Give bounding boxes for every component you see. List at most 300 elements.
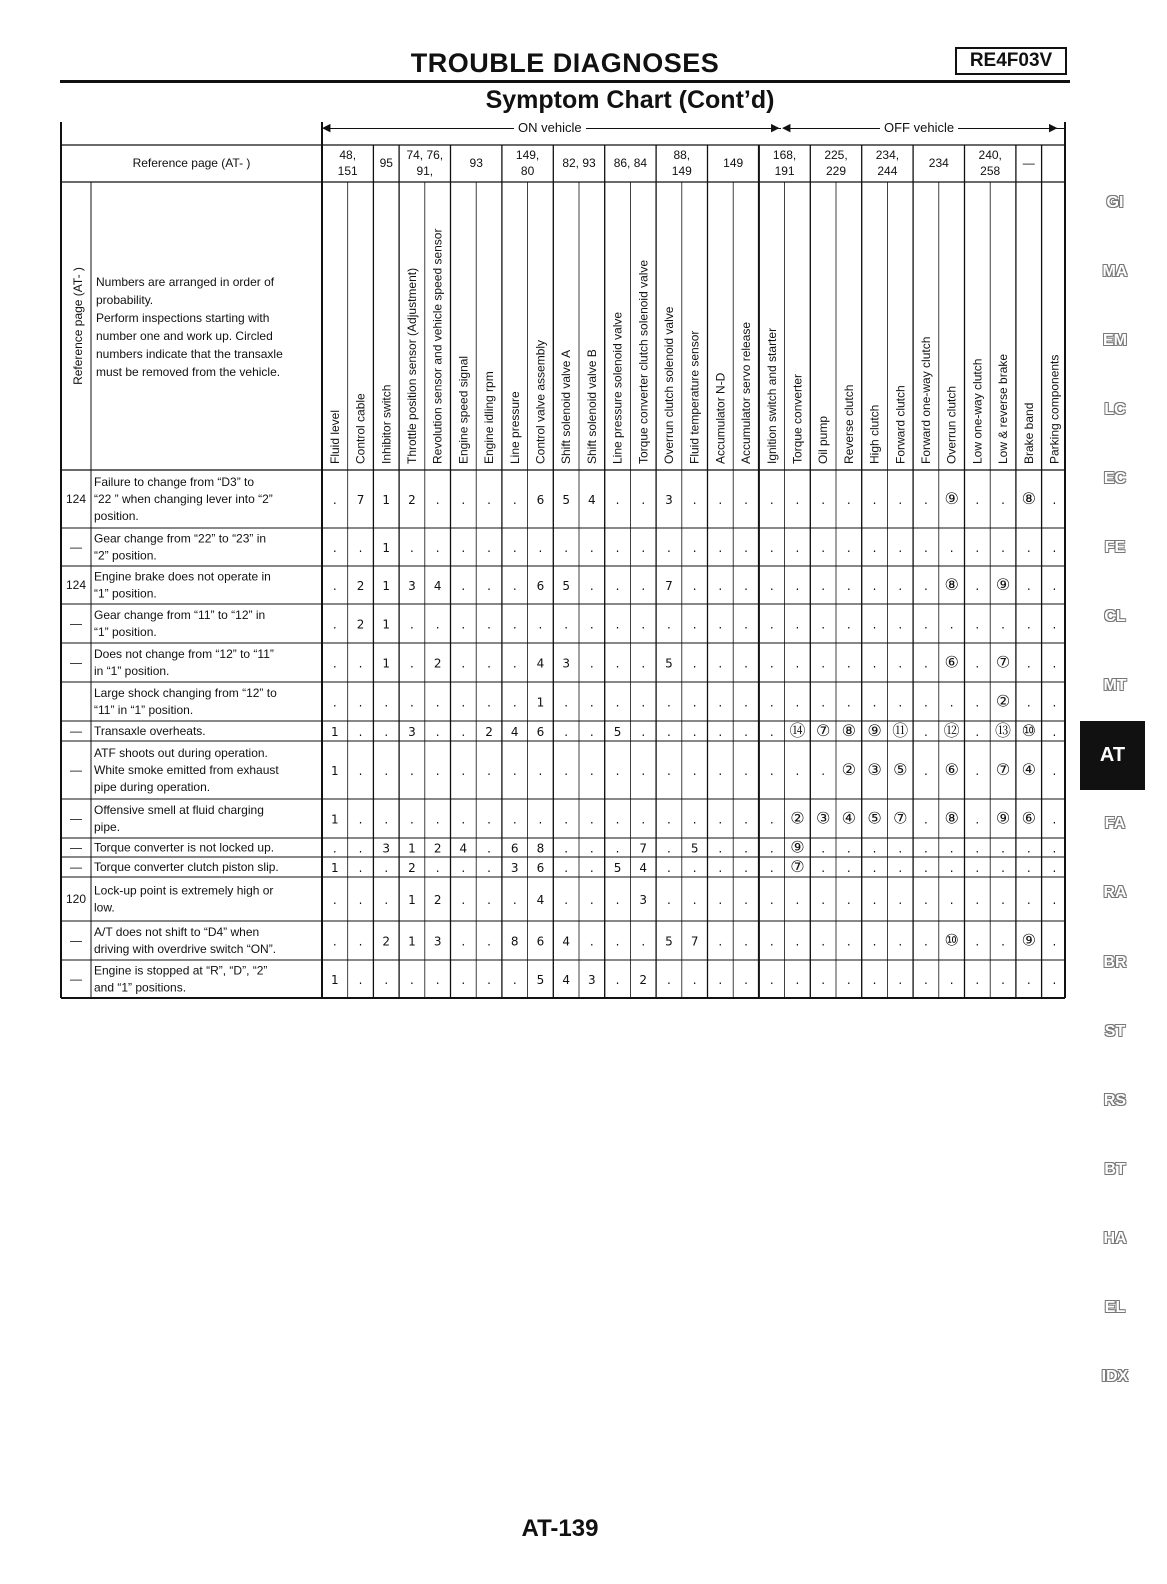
row-symptom-text: White smoke emitted from exhaust xyxy=(94,763,279,777)
row-symptom-text: “1” position. xyxy=(94,586,157,601)
row-value: . xyxy=(821,893,826,907)
row-value: . xyxy=(692,695,697,710)
ref-page-value: 244 xyxy=(877,164,898,178)
row-symptom-text: Torque converter clutch piston slip. xyxy=(94,860,279,874)
ref-page-value: 168, xyxy=(772,148,797,162)
row-value: . xyxy=(692,725,697,739)
row-value: . xyxy=(821,695,826,710)
row-value: . xyxy=(846,695,851,710)
row-value: . xyxy=(924,973,928,987)
row-value: . xyxy=(512,579,517,593)
row-value: . xyxy=(718,725,723,739)
row-value: . xyxy=(615,841,620,856)
row-value: . xyxy=(898,541,903,555)
row-value: . xyxy=(487,579,491,593)
row-ref-page: — xyxy=(70,540,82,554)
row-value: 4 xyxy=(562,973,570,987)
row-value: . xyxy=(384,893,389,907)
row-value: . xyxy=(975,695,980,710)
row-symptom-text: and “1” positions. xyxy=(94,980,187,995)
section-tab-ec[interactable]: EC xyxy=(1103,469,1127,487)
row-value: . xyxy=(872,973,877,987)
row-value: . xyxy=(769,725,774,739)
row-value: . xyxy=(795,656,800,671)
circled-value: ③ xyxy=(867,760,882,779)
row-value: . xyxy=(332,695,337,710)
row-value: . xyxy=(589,764,594,778)
column-header: Shift solenoid valve B xyxy=(584,349,599,464)
row-value: . xyxy=(1026,973,1031,987)
circled-value: ⑦ xyxy=(995,760,1011,779)
ref-page-value: 95 xyxy=(379,156,393,170)
row-value: . xyxy=(975,617,980,632)
row-value: . xyxy=(410,617,414,632)
section-tab-idx[interactable]: IDX xyxy=(1101,1368,1129,1386)
instruction-line: probability. xyxy=(96,293,154,307)
instruction-line: numbers indicate that the transaxle xyxy=(96,347,283,361)
row-value: . xyxy=(641,934,646,949)
row-value: . xyxy=(410,764,414,778)
row-value: 3 xyxy=(639,893,648,907)
circled-value: ⑥ xyxy=(944,652,959,672)
row-symptom-text: Lock-up point is extremely high or xyxy=(94,883,274,898)
row-value: 7 xyxy=(690,934,699,949)
row-value: . xyxy=(1052,841,1057,856)
row-value: . xyxy=(1001,617,1005,632)
row-value: . xyxy=(1052,656,1057,671)
row-value: 3 xyxy=(408,725,416,739)
section-tab-ma[interactable]: MA xyxy=(1102,262,1128,280)
row-value: . xyxy=(898,841,903,856)
row-value: . xyxy=(615,695,620,710)
row-value: . xyxy=(949,695,954,710)
row-value: . xyxy=(1001,934,1005,949)
row-value: . xyxy=(538,812,543,827)
row-value: . xyxy=(641,493,646,507)
row-value: . xyxy=(718,973,723,987)
row-ref-page: — xyxy=(70,763,82,777)
row-value: 8 xyxy=(510,934,519,949)
row-value: . xyxy=(924,861,928,875)
row-value: . xyxy=(589,861,594,875)
row-value: . xyxy=(512,893,517,907)
section-tab-fe[interactable]: FE xyxy=(1104,539,1126,557)
row-value: 3 xyxy=(510,861,519,875)
section-tab-at[interactable]: AT xyxy=(1080,721,1145,790)
row-value: . xyxy=(872,861,877,875)
section-tab-cl[interactable]: CL xyxy=(1104,608,1126,626)
row-value: 3 xyxy=(562,656,570,671)
row-value: . xyxy=(332,541,337,555)
page-number: AT-139 xyxy=(521,1515,599,1542)
row-value: . xyxy=(872,656,877,671)
circled-value: ② xyxy=(995,691,1011,711)
row-value: . xyxy=(744,841,748,856)
row-value: . xyxy=(332,656,337,671)
row-value: 7 xyxy=(639,841,648,856)
row-value: . xyxy=(769,695,774,710)
section-tabs xyxy=(1080,168,1150,1412)
row-symptom-text: in “1” position. xyxy=(94,664,170,678)
row-value: 3 xyxy=(382,841,391,856)
row-value: 6 xyxy=(510,841,519,856)
row-value: . xyxy=(435,695,440,710)
row-value: . xyxy=(872,841,877,856)
section-tab-lc[interactable]: LC xyxy=(1104,400,1126,418)
row-value: . xyxy=(461,973,466,987)
row-value: . xyxy=(898,617,903,632)
row-value: . xyxy=(744,861,748,875)
row-value: . xyxy=(667,617,671,632)
row-value: . xyxy=(667,695,671,710)
ref-page-value: 93 xyxy=(469,156,483,170)
row-value: . xyxy=(487,893,491,907)
row-value: . xyxy=(949,893,954,907)
row-value: . xyxy=(1052,812,1057,827)
row-value: . xyxy=(692,812,697,827)
row-value: . xyxy=(692,861,697,875)
row-symptom-text: “1” position. xyxy=(94,625,157,639)
arrow-right-icon: ▶ xyxy=(1049,122,1058,134)
ref-page-value: 82, 93 xyxy=(562,156,596,170)
row-symptom-text: ATF shoots out during operation. xyxy=(94,746,268,760)
row-value: . xyxy=(358,725,363,739)
section-tab-gi[interactable]: GI xyxy=(1106,193,1124,211)
circled-value: ② xyxy=(841,760,857,779)
instruction-line: Perform inspections starting with xyxy=(96,311,270,325)
row-value: . xyxy=(461,541,466,555)
row-value: . xyxy=(512,973,517,987)
row-value: . xyxy=(692,764,697,778)
row-value: . xyxy=(795,893,800,907)
row-value: . xyxy=(667,812,671,827)
row-value: . xyxy=(769,841,774,856)
row-value: . xyxy=(975,861,980,875)
row-ref-page: — xyxy=(70,972,82,986)
row-value: . xyxy=(821,861,826,875)
instruction-line: Numbers are arranged in order of xyxy=(96,275,275,289)
row-value: . xyxy=(332,893,337,907)
row-value: . xyxy=(744,579,748,593)
row-value: 3 xyxy=(588,973,596,987)
section-tab-bt[interactable]: BT xyxy=(1104,1160,1126,1178)
row-value: . xyxy=(564,861,569,875)
row-value: . xyxy=(461,493,466,507)
row-symptom-text: Failure to change from “D3” to xyxy=(94,475,255,489)
section-tab-br[interactable]: BR xyxy=(1103,953,1127,971)
circled-value: ⑦ xyxy=(893,808,908,828)
row-value: 6 xyxy=(536,579,545,593)
row-value: . xyxy=(744,725,748,739)
circled-value: ⑨ xyxy=(1021,930,1036,950)
circled-value: ⑨ xyxy=(995,575,1011,594)
row-value: . xyxy=(487,617,491,632)
row-value: . xyxy=(821,841,826,856)
row-value: 4 xyxy=(536,893,545,907)
row-value: 5 xyxy=(690,841,699,856)
section-tab-st[interactable]: ST xyxy=(1104,1022,1126,1040)
row-value: . xyxy=(769,656,774,671)
row-value: . xyxy=(821,579,826,593)
row-value: 1 xyxy=(331,764,339,778)
row-value: 5 xyxy=(665,656,673,671)
row-value: . xyxy=(641,541,646,555)
row-symptom-text: Does not change from “12” to “11” xyxy=(94,647,274,661)
row-value: . xyxy=(487,861,491,875)
row-value: . xyxy=(615,579,620,593)
row-value: . xyxy=(692,493,697,507)
row-value: 2 xyxy=(356,579,365,593)
row-value: . xyxy=(1052,541,1057,555)
row-value: . xyxy=(487,493,491,507)
ref-page-value: 48, xyxy=(339,148,357,162)
row-value: . xyxy=(615,973,620,987)
row-value: . xyxy=(769,861,774,875)
row-value: . xyxy=(692,893,697,907)
row-value: . xyxy=(846,579,851,593)
section-tab-el[interactable]: EL xyxy=(1104,1299,1126,1317)
row-value: . xyxy=(615,893,620,907)
row-value: . xyxy=(975,934,980,949)
row-value: 4 xyxy=(536,656,545,671)
row-value: . xyxy=(384,812,389,827)
row-value: . xyxy=(718,493,723,507)
row-value: 7 xyxy=(356,493,365,507)
row-value: 8 xyxy=(536,841,545,856)
row-value: . xyxy=(769,541,774,555)
arrow-right-icon: ▶ xyxy=(771,122,780,134)
circled-value: ⑨ xyxy=(995,808,1011,828)
row-value: . xyxy=(1026,861,1031,875)
row-value: . xyxy=(615,656,620,671)
ref-page-value: 225, xyxy=(824,148,848,162)
row-value: . xyxy=(538,617,543,632)
row-value: . xyxy=(332,493,337,507)
row-value: . xyxy=(667,973,671,987)
section-tab-ra[interactable]: RA xyxy=(1103,884,1127,902)
row-value: . xyxy=(718,617,723,632)
row-value: . xyxy=(1001,841,1005,856)
row-value: . xyxy=(1052,579,1057,593)
row-value: . xyxy=(924,893,928,907)
row-symptom-text: Offensive smell at fluid charging xyxy=(94,803,264,817)
row-value: . xyxy=(512,617,517,632)
column-header: High clutch xyxy=(867,404,882,464)
row-value: . xyxy=(924,541,928,555)
column-header: Control valve assembly xyxy=(533,339,548,464)
section-tab-fa[interactable]: FA xyxy=(1104,815,1126,833)
row-value: . xyxy=(332,841,337,856)
row-value: . xyxy=(615,934,620,949)
row-value: . xyxy=(718,934,723,949)
row-symptom-text: “2” position. xyxy=(94,548,157,563)
row-value: . xyxy=(564,541,569,555)
row-value: . xyxy=(744,812,748,827)
row-value: . xyxy=(718,861,723,875)
row-value: . xyxy=(975,764,980,778)
row-value: . xyxy=(461,861,466,875)
arrow-left-icon: ◀ xyxy=(782,122,791,134)
row-ref-page: 120 xyxy=(65,892,87,906)
column-header: Torque converter xyxy=(790,373,805,464)
row-symptom-text: Engine brake does not operate in xyxy=(94,569,271,584)
circled-value: ⑨ xyxy=(867,721,882,740)
row-value: . xyxy=(435,812,440,827)
row-value: 3 xyxy=(408,579,416,593)
row-value: . xyxy=(846,934,851,949)
page-subtitle: Symptom Chart (Cont’d) xyxy=(485,86,775,114)
row-value: . xyxy=(692,617,697,632)
row-value: . xyxy=(589,934,594,949)
column-header: Accumulator servo release xyxy=(739,321,754,464)
row-value: . xyxy=(924,695,928,710)
row-value: 2 xyxy=(639,973,648,987)
row-value: . xyxy=(435,725,440,739)
row-value: . xyxy=(435,541,440,555)
circled-value: ⑧ xyxy=(1021,489,1036,508)
row-ref-page: 124 xyxy=(65,578,87,592)
row-value: . xyxy=(461,617,466,632)
circled-value: ⑥ xyxy=(944,760,959,779)
row-value: . xyxy=(898,579,903,593)
row-value: . xyxy=(667,764,671,778)
row-value: . xyxy=(1026,893,1031,907)
ref-page-value: 151 xyxy=(337,164,358,178)
circled-value: ⑭ xyxy=(789,721,806,740)
row-value: . xyxy=(410,812,414,827)
row-value: . xyxy=(949,617,954,632)
row-value: . xyxy=(1001,893,1005,907)
row-value: 2 xyxy=(433,841,442,856)
row-value: . xyxy=(821,934,826,949)
circled-value: ⑤ xyxy=(893,760,908,779)
row-value: . xyxy=(898,861,903,875)
ref-page-value: 80 xyxy=(520,164,535,178)
row-value: . xyxy=(975,656,980,671)
row-symptom-text: driving with overdrive switch “ON”. xyxy=(94,942,277,956)
instruction-line: number one and work up. Circled xyxy=(96,329,273,343)
row-value: 5 xyxy=(562,579,570,593)
row-value: . xyxy=(769,764,774,778)
row-value: . xyxy=(718,812,723,827)
row-value: . xyxy=(795,934,800,949)
row-value: . xyxy=(872,493,877,507)
section-tab-ha[interactable]: HA xyxy=(1103,1229,1127,1247)
row-value: . xyxy=(1026,541,1031,555)
row-value: . xyxy=(358,764,363,778)
row-value: . xyxy=(512,695,517,710)
column-header: Line pressure xyxy=(507,391,522,464)
row-value: . xyxy=(332,934,337,949)
row-value: . xyxy=(769,973,774,987)
ref-page-value: 91, xyxy=(416,164,434,178)
circled-value: ⑨ xyxy=(944,489,959,508)
row-value: . xyxy=(487,656,491,671)
row-value: 2 xyxy=(356,617,365,632)
ref-page-value: 240, xyxy=(978,148,1002,162)
page-title: TROUBLE DIAGNOSES xyxy=(410,48,720,78)
row-value: . xyxy=(821,656,826,671)
row-value: . xyxy=(718,764,723,778)
row-value: . xyxy=(332,617,337,632)
row-value: . xyxy=(358,812,363,827)
row-value: . xyxy=(461,579,466,593)
row-value: . xyxy=(487,695,491,710)
circled-value: ⑤ xyxy=(867,808,882,828)
row-value: . xyxy=(898,493,903,507)
row-value: . xyxy=(744,493,748,507)
row-value: . xyxy=(744,934,748,949)
row-value: 6 xyxy=(536,934,545,949)
reference-page-header: Reference page (AT- ) xyxy=(132,156,251,170)
row-value: . xyxy=(461,934,466,949)
row-value: 5 xyxy=(613,861,622,875)
row-value: 7 xyxy=(665,579,673,593)
row-ref-page: — xyxy=(70,840,82,855)
row-value: . xyxy=(975,812,980,827)
row-value: . xyxy=(384,695,389,710)
ref-page-value: 191 xyxy=(774,164,795,178)
row-value: 1 xyxy=(382,493,391,507)
row-value: . xyxy=(410,541,414,555)
circled-value: ⑦ xyxy=(995,652,1011,672)
row-ref-page: 124 xyxy=(65,492,87,506)
section-tab-rs[interactable]: RS xyxy=(1103,1091,1127,1109)
row-value: 3 xyxy=(665,493,673,507)
row-value: . xyxy=(718,841,723,856)
row-value: . xyxy=(846,617,851,632)
row-value: . xyxy=(512,493,517,507)
row-value: . xyxy=(615,493,620,507)
row-value: . xyxy=(744,656,748,671)
row-value: . xyxy=(358,861,363,875)
row-value: 1 xyxy=(382,656,391,671)
row-value: . xyxy=(487,973,491,987)
row-value: . xyxy=(384,725,389,739)
row-value: . xyxy=(846,841,851,856)
row-value: . xyxy=(564,812,569,827)
row-value: . xyxy=(795,579,800,593)
row-value: . xyxy=(1052,861,1057,875)
column-header: Parking components xyxy=(1047,354,1062,464)
row-value: . xyxy=(872,893,877,907)
row-value: . xyxy=(564,725,569,739)
row-value: . xyxy=(898,695,903,710)
row-value: 1 xyxy=(536,695,545,710)
section-tab-mt[interactable]: MT xyxy=(1103,677,1127,695)
row-value: . xyxy=(975,973,980,987)
column-header: Forward clutch xyxy=(893,385,908,464)
row-value: . xyxy=(795,764,800,778)
row-value: . xyxy=(1052,617,1057,632)
row-value: . xyxy=(589,695,594,710)
row-value: . xyxy=(667,541,671,555)
row-value: . xyxy=(1052,893,1057,907)
row-value: . xyxy=(589,812,594,827)
row-value: . xyxy=(1052,695,1057,710)
ref-page-value: 149, xyxy=(515,148,540,162)
row-value: . xyxy=(487,541,491,555)
row-value: 1 xyxy=(331,725,339,739)
row-value: . xyxy=(846,973,851,987)
row-value: . xyxy=(512,541,517,555)
section-tab-em[interactable]: EM xyxy=(1103,331,1127,349)
row-value: . xyxy=(795,617,800,632)
row-value: . xyxy=(795,695,800,710)
column-header: Inhibitor switch xyxy=(379,384,394,464)
row-value: . xyxy=(744,764,748,778)
ref-page-value: 234 xyxy=(928,156,949,170)
